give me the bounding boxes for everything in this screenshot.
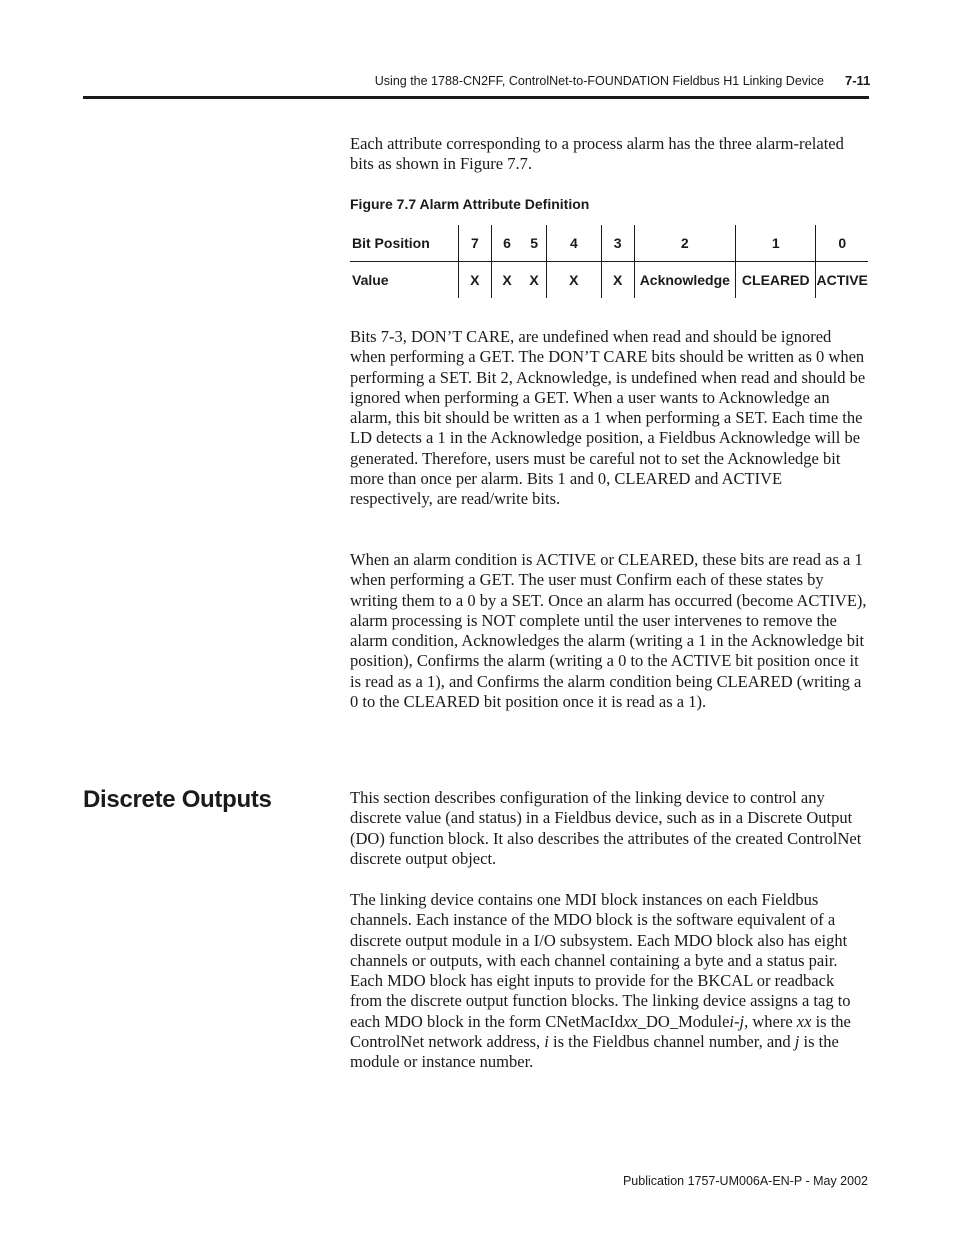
header-rule <box>83 96 869 99</box>
section-heading: Discrete Outputs <box>83 786 272 813</box>
page-number: 7-11 <box>845 73 871 88</box>
table-cell: X <box>529 272 539 288</box>
text-run: is the ControlNet network address, <box>350 1011 851 1052</box>
table-cell: CLEARED <box>736 262 816 299</box>
bit-position-row <box>350 225 868 262</box>
value-row <box>350 262 868 299</box>
text-run: _DO_Module <box>637 1011 730 1031</box>
bits-text: Bits 7-3, DON’T CARE, are undefined when read and should be ignored when performing a GET. The DON’T CARE bits should be written as 0 when performing a SET. Bit 2, Acknowledge, is undefined when read and should be ignored when performing a GET. When a user wants to Acknowledge an alarm, this bit should be written as a 1 when performing a SET. Each time the LD detects a 1 in the Acknowledge position, a Fieldbus Acknowledge will be generated. Therefore, users must be careful not to set the Acknowledge bit more than once per alarm. Bits 1 and 0, CLEARED and ACTIVE respectively, are read/write bits. <box>350 327 866 509</box>
alarm-paragraph <box>350 550 868 712</box>
intro-paragraph <box>350 134 868 175</box>
italic-run: i-j, <box>729 1011 749 1031</box>
table-cell: 5 <box>522 225 546 262</box>
table-cell: 7 <box>458 225 491 262</box>
table-cell: X <box>546 262 601 299</box>
alarm-text: When an alarm condition is ACTIVE or CLEARED, these bits are read as a 1 when performing a GET. The user must Confirm each of these states by writing them to a 0 by a SET. Once an alarm has occurred (become ACTIVE), alarm processing is NOT complete until the user intervenes to remove the alarm condition, Acknowledges the alarm (writing a 1 in the Acknowledge bit position), Confirms the alarm (writing a 0 to the ACTIVE bit position once it is read as a 1), and Confirms the alarm condition being CLEARED (writing a 0 to the CLEARED bit position once it is read as a 1). <box>350 550 867 712</box>
italic-run: xx <box>623 1011 638 1031</box>
bits-paragraph <box>350 327 868 510</box>
table-cell: 4 <box>546 225 601 262</box>
bit-position-label: Bit Position <box>350 225 458 262</box>
table-cell: 6 <box>491 225 522 262</box>
italic-run: xx <box>796 1011 812 1031</box>
table-cell: X <box>601 262 634 299</box>
section-paragraph-2 <box>350 890 868 1073</box>
section-text-2 <box>350 890 868 1073</box>
value-label: Value <box>352 272 389 288</box>
running-header: Using the 1788-CN2FF, ControlNet-to-FOUNDATION Fieldbus H1 Linking Device <box>374 74 824 88</box>
section-text-1: This section describes configuration of the linking device to control any discrete value (and status) in a Fieldbus device, such as in a Discrete Output (DO) function block. It also describes the attributes of the created ControlNet discrete output object. <box>350 788 862 868</box>
table-cell: 3 <box>601 225 634 262</box>
table-cell: 0 <box>816 225 868 262</box>
text-run: is the module or instance number. <box>350 1032 839 1072</box>
italic-run: i <box>544 1032 549 1052</box>
table-cell: 2 <box>634 225 735 262</box>
section-paragraph-1 <box>350 788 868 869</box>
italic-run: j <box>794 1032 800 1052</box>
alarm-attribute-table <box>350 225 868 298</box>
text-run: where <box>748 1011 797 1031</box>
text-run: is the Fieldbus channel number, and <box>548 1032 795 1052</box>
table-cell: X <box>458 262 491 299</box>
figure-caption: Figure 7.7 Alarm Attribute Definition <box>350 196 590 212</box>
table-cell: Acknowledge <box>634 262 735 299</box>
table-cell: 1 <box>736 225 816 262</box>
text-run: The linking device contains one MDI block instances on each Fieldbus channels. Each instance of the MDO block is the software equivalent of a discrete output module in a I/O subsystem. Each MDO block also has eight channels or outputs, with each channel containing a byte and a status pair. Each MDO block has eight inputs to provide for the BKCAL or readback from the discrete output function blocks. The linking device assigns a tag to each MDO block in the form CNetMacId <box>350 890 851 1031</box>
table-cell: ACTIVE <box>816 262 868 299</box>
intro-text: Each attribute corresponding to a process alarm has the three alarm-related bits as shown in Figure 7.7. <box>350 134 844 174</box>
publication-footer: Publication 1757-UM006A-EN-P - May 2002 <box>622 1174 868 1188</box>
table-cell: X <box>491 262 522 299</box>
